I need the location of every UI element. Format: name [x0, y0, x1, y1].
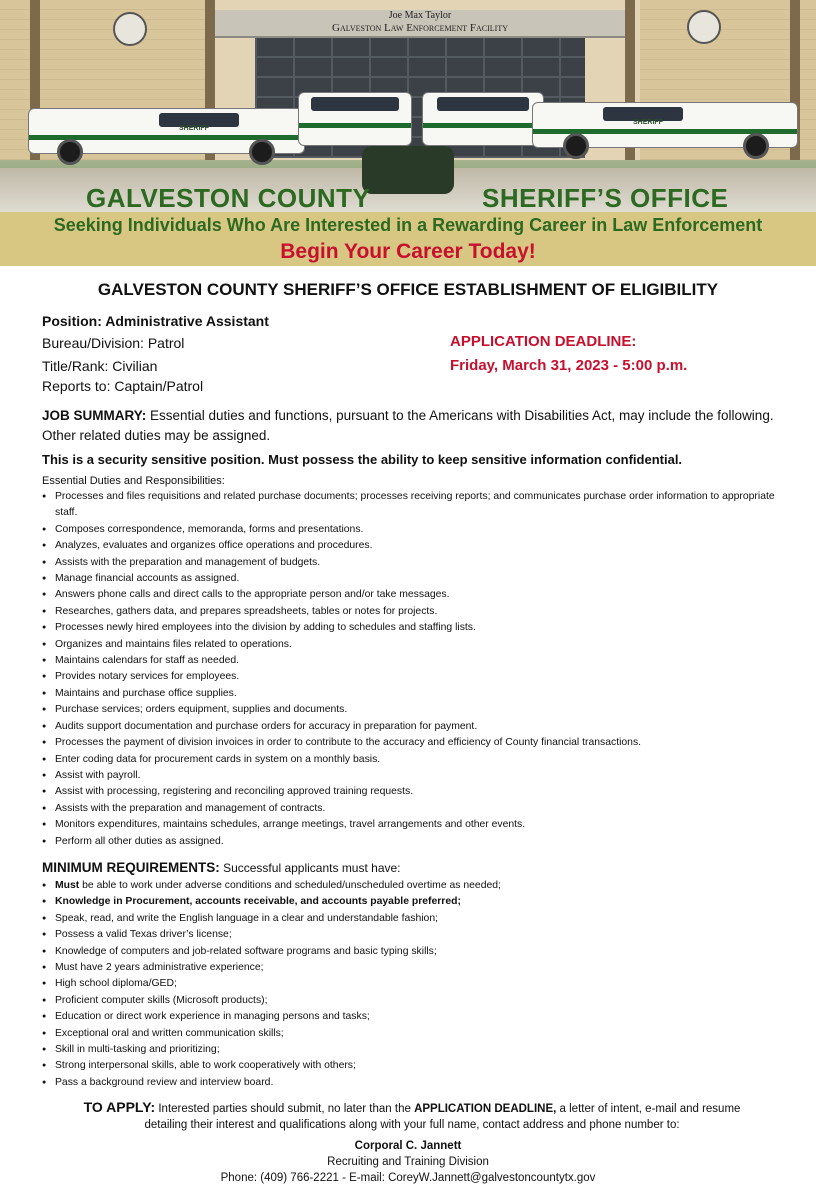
requirement-item: ● Possess a valid Texas driver’s license;: [42, 927, 787, 943]
truck-label: SHERIFF: [633, 119, 663, 126]
bureau-division: Bureau/Division: Patrol: [42, 335, 185, 351]
requirement-item: [42, 878, 787, 894]
sheriff-truck: [28, 108, 305, 154]
requirement-item: ● Proficient computer skills (Microsoft products);: [42, 993, 787, 1009]
recruit-tagline: Seeking Individuals Who Are Interested in a Rewarding Career in Law Enforcement: [53, 215, 763, 235]
duty-item: ● Provides notary services for employees.: [42, 669, 787, 685]
duty-item: ● Processes and files requisitions and related purchase documents; processes receiving reports; and communicates purchase order information to appropriate staff.: [42, 489, 787, 522]
deadline-label: APPLICATION DEADLINE:: [450, 333, 637, 350]
sheriff-suv: [298, 92, 412, 146]
duty-item: ● Purchase services; orders equipment, supplies and documents.: [42, 702, 787, 718]
duty-item: ● Enter coding data for procurement cards in system on a monthly basis.: [42, 752, 787, 768]
requirement-item: [42, 894, 787, 910]
sheriff-star-icon: [687, 10, 721, 44]
requirement-item: ● High school diploma/GED;: [42, 976, 787, 992]
job-summary-text: Essential duties and functions, pursuant to the Americans with Disabilities Act, may include the following. Other related duties may be assigned.: [42, 408, 774, 443]
requirement-item: ● Exceptional oral and written communication skills;: [42, 1026, 787, 1042]
duty-item: ● Processes newly hired employees into the division by adding to schedules and staffing lists.: [42, 620, 787, 636]
atv-vehicle: [362, 146, 454, 194]
duty-item: ● Researches, gathers data, and prepares spreadsheets, tables or notes for projects.: [42, 604, 787, 620]
duty-item: ● Monitors expenditures, maintains schedules, arrange meetings, travel arrangements and other events.: [42, 817, 787, 833]
apply-text1: Interested parties should submit, no later than the: [155, 1103, 415, 1115]
requirement-text: be able to work under adverse conditions and scheduled/unscheduled overtime as needed;: [79, 880, 501, 891]
sheriff-suv: [422, 92, 544, 146]
duty-item: ● Organizes and maintains files related to operations.: [42, 637, 787, 653]
duties-heading: Essential Duties and Responsibilities:: [42, 475, 225, 487]
duty-item: ● Assists with the preparation and management of budgets.: [42, 555, 787, 571]
requirement-text: Knowledge in Procurement, accounts receivable, and accounts payable preferred;: [55, 896, 461, 908]
duty-item: ● Composes correspondence, memoranda, forms and presentations.: [42, 522, 787, 538]
duty-item: ● Assist with processing, registering and reconciling approved training requests.: [42, 784, 787, 800]
contact-line: Phone: (409) 766-2221 - E-mail: CoreyW.Jannett@galvestoncountytx.gov: [220, 1172, 596, 1184]
security-note: This is a security sensitive position. Must possess the ability to keep sensitive information confidential.: [42, 452, 683, 467]
apply-text2: a letter of intent, e-mail and resume detailing their interest and qualifications along with your full name, contact address and phone number to:: [144, 1103, 741, 1131]
title-county: GALVESTON COUNTY: [86, 183, 371, 212]
requirement-must: Must: [55, 880, 80, 891]
job-summary-label: JOB SUMMARY:: [42, 408, 147, 423]
truck-label: SHERIFF: [179, 125, 209, 132]
duty-item: ● Analyzes, evaluates and organizes office operations and procedures.: [42, 538, 787, 554]
sheriff-truck: [532, 102, 798, 148]
duties-list: [42, 489, 787, 850]
requirements-label: MINIMUM REQUIREMENTS:: [42, 860, 220, 875]
apply-label: TO APPLY:: [83, 1099, 156, 1115]
apply-instructions: [62, 1099, 762, 1133]
job-summary: [42, 406, 787, 446]
position-title: Position: Administrative Assistant: [42, 313, 269, 329]
requirements-header: [42, 858, 787, 878]
apply-deadline-ref: APPLICATION DEADLINE,: [414, 1103, 557, 1115]
title-office: SHERIFF’S OFFICE: [482, 183, 729, 212]
requirement-item: ● Speak, read, and write the English language in a clear and understandable fashion;: [42, 911, 787, 927]
requirement-item: ● Skill in multi-tasking and prioritizing;: [42, 1042, 787, 1058]
facility-sign-line2: Galveston Law Enforcement Facility: [332, 22, 508, 34]
duty-item: ● Maintains and purchase office supplies.: [42, 686, 787, 702]
facility-sign-line1: Joe Max Taylor: [388, 10, 452, 21]
reports-to: Reports to: Captain/Patrol: [42, 378, 204, 394]
requirement-item: ● Pass a background review and interview board.: [42, 1075, 787, 1091]
title-rank: Title/Rank: Civilian: [42, 358, 158, 374]
requirement-item: ● Strong interpersonal skills, able to work cooperatively with others;: [42, 1058, 787, 1074]
requirements-list: [42, 878, 787, 1091]
recruit-callout: Begin Your Career Today!: [280, 240, 536, 263]
duty-item: ● Assists with the preparation and management of contracts.: [42, 801, 787, 817]
contact-name: Corporal C. Jannett: [354, 1140, 462, 1152]
facility-sign: [205, 10, 635, 38]
header-photo: [0, 0, 816, 212]
duty-item: ● Manage financial accounts as assigned.: [42, 571, 787, 587]
requirement-item: ● Knowledge of computers and job-related software programs and basic typing skills;: [42, 944, 787, 960]
duty-item: ● Maintains calendars for staff as needed.: [42, 653, 787, 669]
county-seal-icon: [113, 12, 147, 46]
deadline-date: Friday, March 31, 2023 - 5:00 p.m.: [450, 357, 688, 374]
duty-item: ● Audits support documentation and purchase orders for accuracy in preparation for payment.: [42, 719, 787, 735]
duty-item: ● Perform all other duties as assigned.: [42, 834, 787, 850]
duty-item: ● Assist with payroll.: [42, 768, 787, 784]
duty-item: ● Processes the payment of division invoices in order to contribute to the accuracy and efficiency of County financial transactions.: [42, 735, 787, 751]
requirement-item: ● Must have 2 years administrative experience;: [42, 960, 787, 976]
contact-division: Recruiting and Training Division: [327, 1156, 489, 1168]
requirement-item: ● Education or direct work experience in managing persons and tasks;: [42, 1009, 787, 1025]
duty-item: ● Answers phone calls and direct calls to the appropriate person and/or take messages.: [42, 587, 787, 603]
contact-block: [0, 1138, 816, 1186]
requirements-intro: Successful applicants must have:: [219, 861, 401, 875]
page-title: GALVESTON COUNTY SHERIFF’S OFFICE ESTABLISHMENT OF ELIGIBILITY: [97, 280, 719, 299]
